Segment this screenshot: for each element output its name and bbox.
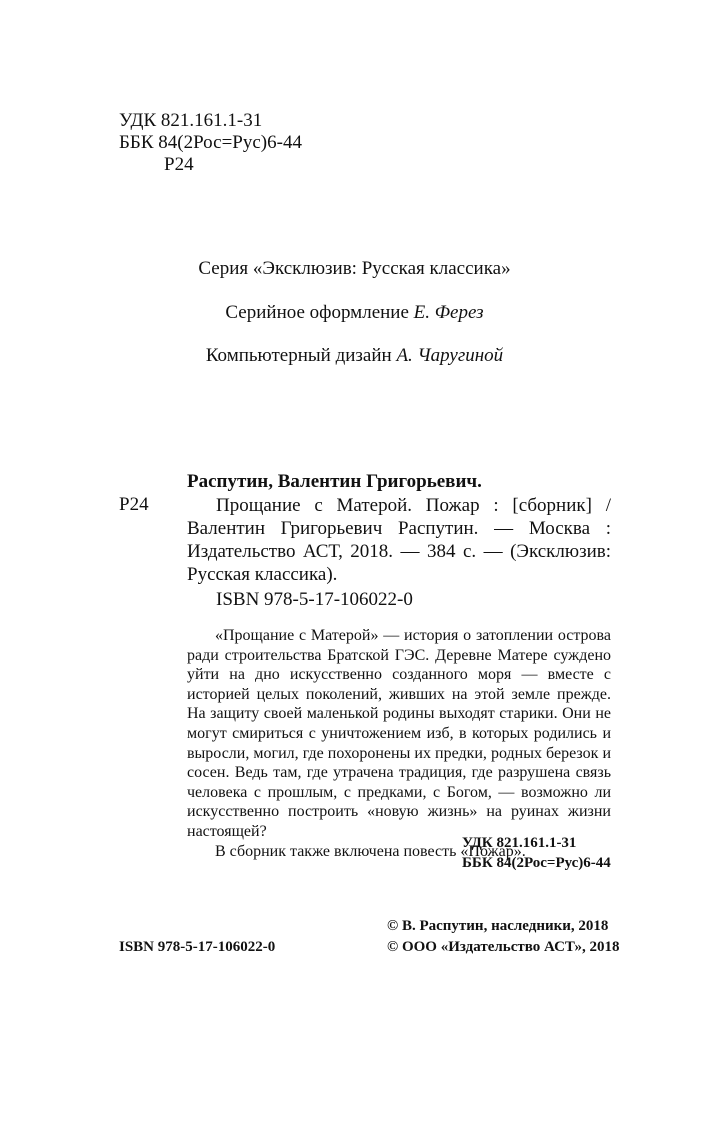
copyright-author: © В. Распутин, наследники, 2018 [387,918,609,934]
footer-isbn: ISBN 978-5-17-106022-0 [119,939,276,955]
footer-udk: УДК 821.161.1-31 [462,835,577,851]
annotation-paragraph-1: «Прощание с Матерой» — история о затоплении острова ради строительства Братской ГЭС. Деревне Матере суждено уйти на дно искусственно созданного моря — вместе с историей целых поколений, живших на этой земле прежде. На защиту своей маленькой родины выходят старики. Они не могут смириться с уничтожением изб, в которых родились и выросли, могил, где похоронены их предки, родных березок и сосен. Ведь там, где утрачена традиция, где разрушена связь человека с прошлым, с предками, с Богом, — возможно ли искусственно построить «новую жизнь» на руинах жизни настоящей? [187,627,611,840]
catalog-author: Распутин, Валентин Григорьевич. [187,471,482,492]
annotation-paragraph-2: В сборник также включена повесть «Пожар». [215,842,526,860]
design-credit-name: Е. Ферез [413,302,484,323]
catalog-entry [187,494,611,586]
series-line: Серия «Эксклюзив: Русская классика» [198,258,511,279]
computer-design-label: Компьютерный дизайн [205,345,397,366]
catalog-isbn: ISBN 978-5-17-106022-0 [216,589,413,610]
udk-code: УДК 821.161.1-31 [119,110,263,131]
design-credit-label: Серийное оформление [225,302,414,323]
computer-design-name: А. Чаругиной [396,345,504,366]
bbk-code: ББК 84(2Рос=Рус)6-44 [119,132,302,153]
computer-design-credit [0,345,709,367]
annotation [187,626,611,861]
author-mark: Р24 [164,154,194,175]
design-credit [0,302,709,324]
copyright-publisher: © ООО «Издательство АСТ», 2018 [387,939,620,955]
catalog-author-mark: Р24 [119,494,149,515]
catalog-entry-text: Прощание с Матерой. Пожар : [сборник] / Валентин Григорьевич Распутин. — Москва : Издательство АСТ, 2018. — 384 с. — (Эксклюзив: Русская классика). [187,495,611,585]
footer-bbk: ББК 84(2Рос=Рус)6-44 [462,855,611,871]
